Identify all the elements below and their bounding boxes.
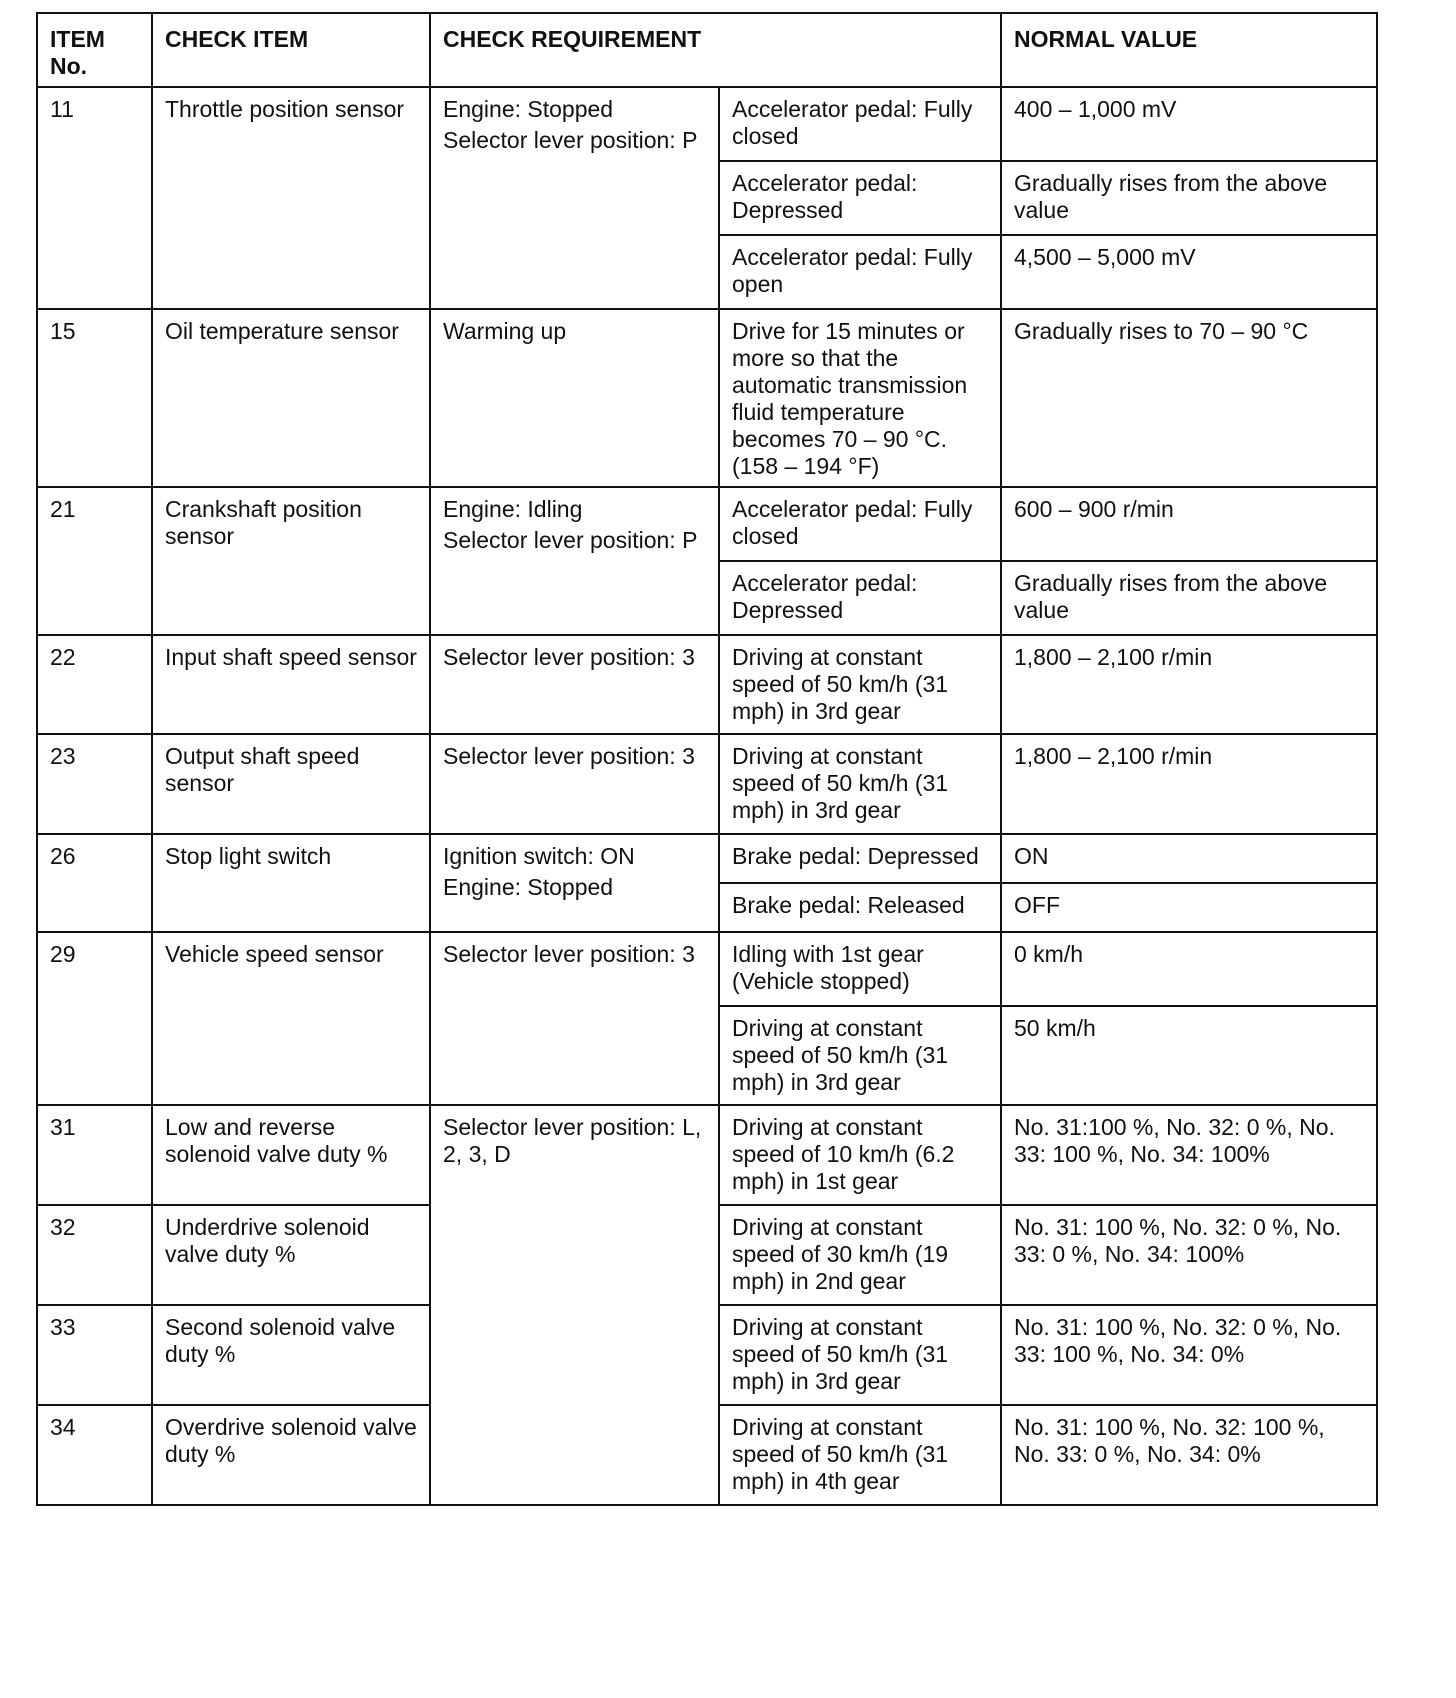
requirement-line: Selector lever position: P [443,527,698,553]
item-no: 31 [37,1105,152,1205]
requirement-line: Selector lever position: P [443,127,698,153]
table-row [37,635,1377,734]
check-requirement [430,834,719,932]
condition: Driving at constant speed of 50 km/h (31 mph) in 3rd gear [719,635,1001,734]
condition: Accelerator pedal: Fully closed [719,87,1001,161]
condition: Brake pedal: Depressed [719,834,1001,883]
normal-value: 600 – 900 r/min [1001,487,1377,561]
item-no: 33 [37,1305,152,1405]
item-no: 15 [37,309,152,487]
condition: Accelerator pedal: Depressed [719,161,1001,235]
item-no: 29 [37,932,152,1105]
condition: Accelerator pedal: Fully open [719,235,1001,309]
condition: Accelerator pedal: Fully closed [719,487,1001,561]
item-no: 21 [37,487,152,635]
table-row [37,932,1377,1006]
requirement-line: Engine: Stopped [443,874,614,900]
normal-value: No. 31: 100 %, No. 32: 100 %, No. 33: 0 %, No. 34: 0% [1001,1405,1377,1505]
header-check-item: CHECK ITEM [152,13,430,87]
item-no: 34 [37,1405,152,1505]
check-table [36,12,1378,1506]
table-row [37,487,1377,561]
check-requirement: Selector lever position: L, 2, 3, D [430,1105,719,1505]
check-requirement: Selector lever position: 3 [430,734,719,834]
check-item: Crankshaft position sensor [152,487,430,635]
normal-value: No. 31: 100 %, No. 32: 0 %, No. 33: 100 %, No. 34: 0% [1001,1305,1377,1405]
table-row [37,87,1377,161]
check-item: Throttle position sensor [152,87,430,309]
table-row [37,1105,1377,1205]
requirement-line: Engine: Stopped [443,96,614,122]
check-requirement: Selector lever position: 3 [430,932,719,1105]
header-row [37,13,1377,87]
normal-value: 0 km/h [1001,932,1377,1006]
check-requirement: Selector lever position: 3 [430,635,719,734]
normal-value: Gradually rises from the above value [1001,561,1377,635]
condition: Driving at constant speed of 10 km/h (6.2 mph) in 1st gear [719,1105,1001,1205]
condition: Brake pedal: Released [719,883,1001,932]
check-item: Vehicle speed sensor [152,932,430,1105]
table-row [37,734,1377,834]
normal-value: 50 km/h [1001,1006,1377,1105]
check-requirement [430,487,719,635]
normal-value: 4,500 – 5,000 mV [1001,235,1377,309]
normal-value: No. 31: 100 %, No. 32: 0 %, No. 33: 0 %, No. 34: 100% [1001,1205,1377,1305]
check-item: Oil temperature sensor [152,309,430,487]
header-normal-value: NORMAL VALUE [1001,13,1377,87]
table-row [37,834,1377,883]
condition: Driving at constant speed of 30 km/h (19 mph) in 2nd gear [719,1205,1001,1305]
check-requirement [430,87,719,309]
check-item: Second solenoid valve duty % [152,1305,430,1405]
condition: Drive for 15 minutes or more so that the automatic transmission fluid temperature becomes 70 – 90 °C. (158 – 194 °F) [719,309,1001,487]
check-item: Input shaft speed sensor [152,635,430,734]
normal-value: Gradually rises from the above value [1001,161,1377,235]
item-no: 32 [37,1205,152,1305]
item-no: 26 [37,834,152,932]
item-no: 22 [37,635,152,734]
header-check-requirement: CHECK REQUIREMENT [430,13,1001,87]
normal-value: OFF [1001,883,1377,932]
item-no: 11 [37,87,152,309]
condition: Driving at constant speed of 50 km/h (31 mph) in 4th gear [719,1405,1001,1505]
check-requirement: Warming up [430,309,719,487]
check-item: Underdrive solenoid valve duty % [152,1205,430,1305]
requirement-line: Engine: Idling [443,496,583,522]
normal-value: Gradually rises to 70 – 90 °C [1001,309,1377,487]
check-item: Low and reverse solenoid valve duty % [152,1105,430,1205]
normal-value: 1,800 – 2,100 r/min [1001,734,1377,834]
check-item: Stop light switch [152,834,430,932]
condition: Driving at constant speed of 50 km/h (31 mph) in 3rd gear [719,1305,1001,1405]
normal-value: 1,800 – 2,100 r/min [1001,635,1377,734]
condition: Idling with 1st gear (Vehicle stopped) [719,932,1001,1006]
normal-value: ON [1001,834,1377,883]
check-item: Output shaft speed sensor [152,734,430,834]
normal-value: No. 31:100 %, No. 32: 0 %, No. 33: 100 %, No. 34: 100% [1001,1105,1377,1205]
requirement-line: Ignition switch: ON [443,843,635,869]
header-item-no: ITEM No. [37,13,152,87]
condition: Driving at constant speed of 50 km/h (31 mph) in 3rd gear [719,734,1001,834]
table-row [37,309,1377,487]
condition: Driving at constant speed of 50 km/h (31 mph) in 3rd gear [719,1006,1001,1105]
condition: Accelerator pedal: Depressed [719,561,1001,635]
normal-value: 400 – 1,000 mV [1001,87,1377,161]
item-no: 23 [37,734,152,834]
check-item: Overdrive solenoid valve duty % [152,1405,430,1505]
